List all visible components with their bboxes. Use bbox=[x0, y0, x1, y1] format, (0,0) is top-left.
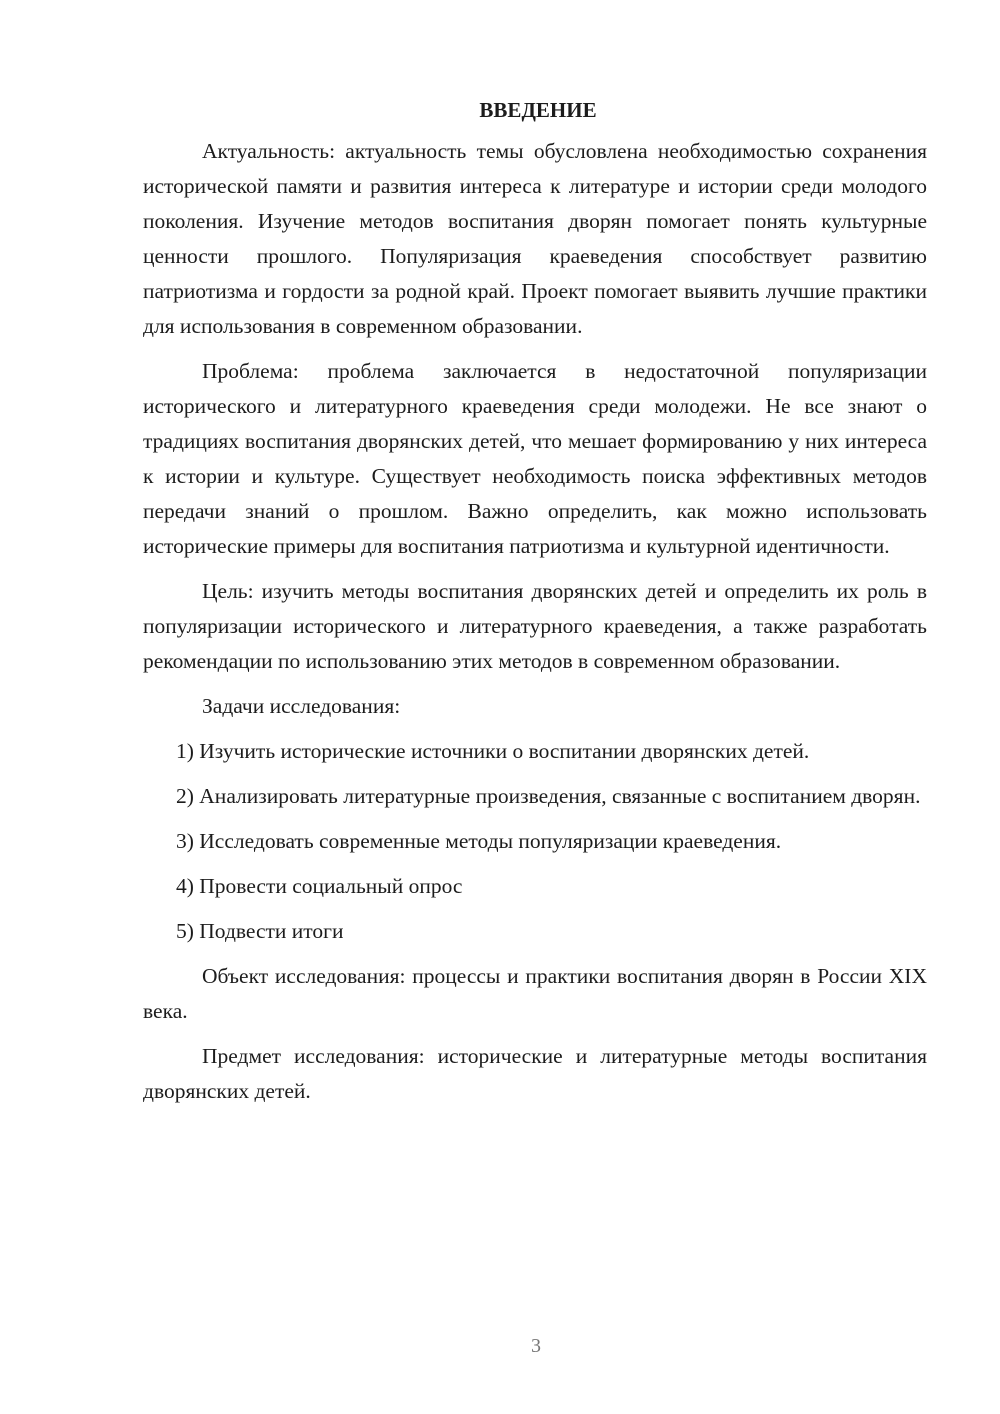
document-page bbox=[143, 93, 927, 1119]
task-item-5: 5) Подвести итоги bbox=[176, 919, 344, 943]
task-item-2: 2) Анализировать литературные произведения, связанные с воспитанием дворян. bbox=[176, 784, 921, 808]
task-item-3: 3) Исследовать современные методы популяризации краеведения. bbox=[176, 829, 782, 853]
task-item-1: 1) Изучить исторические источники о воспитании дворянских детей. bbox=[176, 739, 810, 763]
research-object-paragraph: Объект исследования: процессы и практики воспитания дворян в России XIX века. bbox=[143, 964, 927, 1023]
problem-paragraph: Проблема: проблема заключается в недостаточной популяризации исторического и литературного краеведения среди молодежи. Не все знают о традициях воспитания дворянских детей, что мешает формированию у них интереса к истории и культуре. Существует необходимость поиска эффективных методов передачи знаний о прошлом. Важно определить, как можно использовать исторические примеры для воспитания патриотизма и культурной идентичности. bbox=[143, 359, 927, 558]
page-number: 3 bbox=[531, 1335, 541, 1357]
research-subject-paragraph: Предмет исследования: исторические и литературные методы воспитания дворянских детей. bbox=[143, 1044, 927, 1103]
goal-paragraph: Цель: изучить методы воспитания дворянских детей и определить их роль в популяризации исторического и литературного краеведения, а также разработать рекомендации по использованию этих методов в современном образовании. bbox=[143, 579, 927, 673]
tasks-heading: Задачи исследования: bbox=[202, 694, 401, 718]
task-item-4: 4) Провести социальный опрос bbox=[176, 874, 463, 898]
relevance-paragraph: Актуальность: актуальность темы обусловлена необходимостью сохранения исторической памяти и развития интереса к литературе и истории среди молодого поколения. Изучение методов воспитания дворян помогает понять культурные ценности прошлого. Популяризация краеведения способствует развитию патриотизма и гордости за родной край. Проект помогает выявить лучшие практики для использования в современном образовании. bbox=[143, 139, 927, 338]
page-title: ВВЕДЕНИЕ bbox=[479, 98, 597, 122]
